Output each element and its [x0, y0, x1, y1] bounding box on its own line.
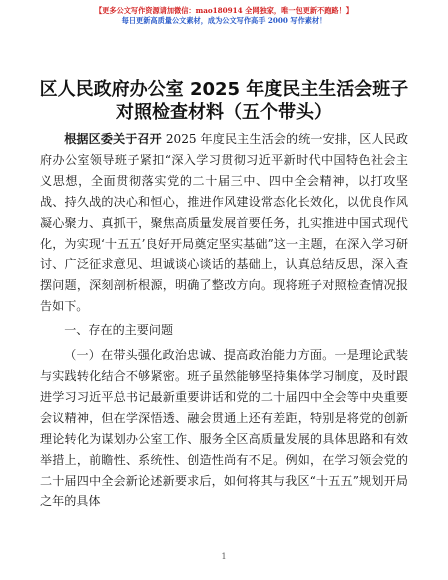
- document-body: [40, 129, 408, 512]
- problem-paragraph-1: （一）在带头强化政治忠诚、提高政治能力方面。一是理论武装与实践转化结合不够紧密。班子虽然能够坚持集体学习制度，及时跟进学习习近平总书记最新重要讲话和党的二十届四中全会等中央重要会议精神，但在学深悟透、融会贯通上还有差距，特别是将党的创新理论转化为谋划办公室工作、服务全区高质量发展的具体思路和有效举措上，前瞻性、系统性、创造性尚有不足。例如，在学习领会党的二十届四中全会新论述新要求后，如何将其与我区“十五五”规划开局之年的具体: [40, 348, 408, 509]
- header-banner: [0, 6, 448, 26]
- banner-line-1: 【更多公文写作资源请加微信：mao180914 全网独家，唯一包更新不跑路！】: [94, 6, 353, 15]
- page-number: 1: [221, 552, 227, 561]
- intro-text: 2025 年度民主生活会的统一安排，区人民政府办公室领导班子紧扣“深入学习贯彻习近平新时代中国特色社会主义思想，全面贯彻落实党的二十届三中、四中全会精神，以打攻坚战、持久战的决心和恒心，推进作风建设常态化长效化，以优良作风凝心聚力、真抓干，聚焦高质量发展首要任务，扎实推进中国式现代化，为实现‘十五五’良好开局奠定坚实基础”这一主题，在深入学习研讨、广泛征求意见、坦诚谈心谈话的基础上，认真总结反思，深入查摆问题，深刻剖析根源，明确了整改方向。现将班子对照检查情况报告如下。: [40, 132, 408, 314]
- banner-line-2: 每日更新高质量公文素材，成为公文写作高手 2000 写作素材！: [121, 16, 327, 25]
- section-heading: 一、存在的主要问题: [64, 323, 174, 338]
- document-title: 区人民政府办公室 2025 年度民主生活会班子对照检查材料（五个带头）: [39, 79, 409, 123]
- intro-lead: 根据区委关于召开: [64, 132, 162, 146]
- intro-paragraph: [40, 129, 408, 317]
